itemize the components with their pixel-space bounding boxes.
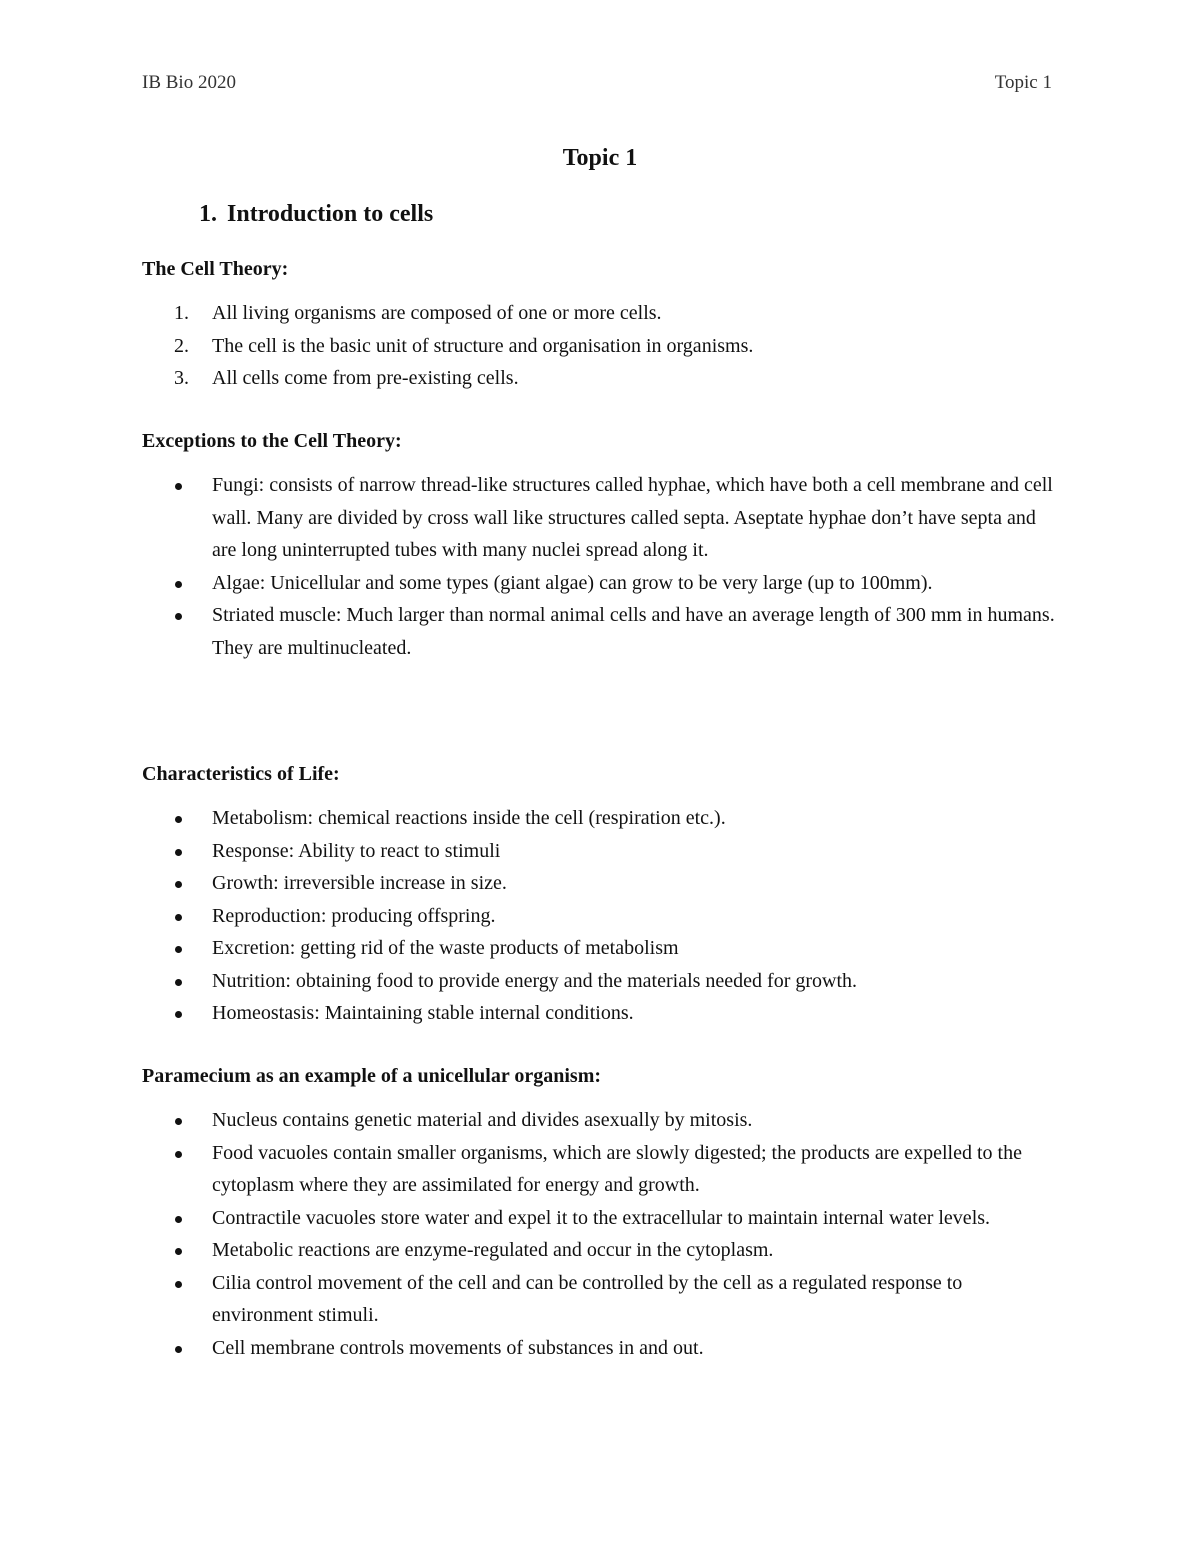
list-item-text: Response: Ability to react to stimuli	[212, 839, 501, 862]
list-item-text: Reproduction: producing offspring.	[212, 904, 496, 927]
list-item	[142, 932, 1060, 965]
list-item	[142, 362, 1060, 395]
bullet-icon	[175, 946, 182, 953]
list-item	[142, 835, 1060, 868]
section-number: 1.	[199, 201, 217, 227]
characteristics-heading: Characteristics of Life:	[142, 763, 340, 785]
list-item-text: Food vacuoles contain smaller organisms, which are slowly digested; the products are expelled to the cytoplasm where they are assimilated for energy and growth.	[212, 1141, 1022, 1196]
list-item	[142, 1104, 1060, 1137]
paramecium-list	[142, 1104, 1060, 1364]
list-item	[142, 1234, 1060, 1267]
list-number: 2.	[174, 334, 189, 357]
list-item	[142, 599, 1060, 664]
header-right: Topic 1	[994, 72, 1052, 93]
list-item	[142, 997, 1060, 1030]
list-item	[142, 965, 1060, 998]
bullet-icon	[175, 849, 182, 856]
list-item	[142, 802, 1060, 835]
list-item-text: Fungi: consists of narrow thread-like structures called hyphae, which have both a cell membrane and cell wall. Many are divided by cross wall like structures called septa. Aseptate hyphae don’t have septa and are long uninterrupted tubes with many nuclei spread along it.	[212, 474, 1053, 561]
list-item-text: Nucleus contains genetic material and divides asexually by mitosis.	[212, 1109, 753, 1131]
bullet-icon	[175, 1118, 182, 1125]
cell-theory-heading: The Cell Theory:	[142, 258, 289, 280]
list-item-text: Excretion: getting rid of the waste products of metabolism	[212, 937, 679, 959]
list-item-text: All cells come from pre-existing cells.	[212, 367, 519, 389]
list-item	[142, 1202, 1060, 1235]
list-item-text: Algae: Unicellular and some types (giant algae) can grow to be very large (up to 100mm).	[212, 571, 933, 594]
bullet-icon	[175, 581, 182, 588]
list-item	[142, 1267, 1060, 1332]
bullet-icon	[175, 613, 182, 620]
list-item	[142, 1332, 1060, 1365]
bullet-icon	[175, 1248, 182, 1255]
list-item-text: Cilia control movement of the cell and can be controlled by the cell as a regulated response to environment stimuli.	[212, 1271, 963, 1326]
list-item-text: Homeostasis: Maintaining stable internal conditions.	[212, 1002, 634, 1024]
list-item-text: Nutrition: obtaining food to provide energy and the materials needed for growth.	[212, 969, 858, 992]
bullet-icon	[175, 1216, 182, 1223]
page-title: Topic 1	[562, 145, 638, 171]
list-item-text: Growth: irreversible increase in size.	[212, 872, 507, 894]
header-left: IB Bio 2020	[142, 72, 236, 93]
characteristics-list	[142, 802, 1060, 1030]
list-number: 3.	[174, 367, 189, 389]
cell-theory-list	[142, 297, 1060, 395]
bullet-icon	[175, 979, 182, 986]
exceptions-heading: Exceptions to the Cell Theory:	[142, 430, 402, 452]
list-item-text: The cell is the basic unit of structure and organisation in organisms.	[212, 334, 754, 357]
exceptions-list	[142, 469, 1060, 664]
bullet-icon	[175, 881, 182, 888]
bullet-icon	[175, 816, 182, 823]
list-item	[142, 330, 1060, 363]
bullet-icon	[175, 1011, 182, 1018]
section-heading	[199, 201, 434, 228]
section-title: Introduction to cells	[227, 201, 434, 227]
list-item-text: All living organisms are composed of one or more cells.	[212, 302, 662, 324]
bullet-icon	[175, 1281, 182, 1288]
list-item	[142, 900, 1060, 933]
bullet-icon	[175, 914, 182, 921]
list-item-text: Metabolic reactions are enzyme-regulated and occur in the cytoplasm.	[212, 1239, 774, 1261]
list-item	[142, 867, 1060, 900]
list-item	[142, 469, 1060, 567]
list-number: 1.	[174, 302, 189, 324]
list-item	[142, 297, 1060, 330]
bullet-icon	[175, 1151, 182, 1158]
list-item	[142, 1137, 1060, 1202]
paramecium-heading: Paramecium as an example of a unicellular organism:	[142, 1065, 602, 1087]
bullet-icon	[175, 1346, 182, 1353]
list-item	[142, 567, 1060, 600]
bullet-icon	[175, 483, 182, 490]
list-item-text: Contractile vacuoles store water and expel it to the extracellular to maintain internal water levels.	[212, 1206, 991, 1229]
list-item-text: Striated muscle: Much larger than normal animal cells and have an average length of 300 mm in humans. They are multinucleated.	[212, 604, 1055, 659]
list-item-text: Cell membrane controls movements of substances in and out.	[212, 1336, 704, 1359]
list-item-text: Metabolism: chemical reactions inside the cell (respiration etc.).	[212, 807, 726, 829]
